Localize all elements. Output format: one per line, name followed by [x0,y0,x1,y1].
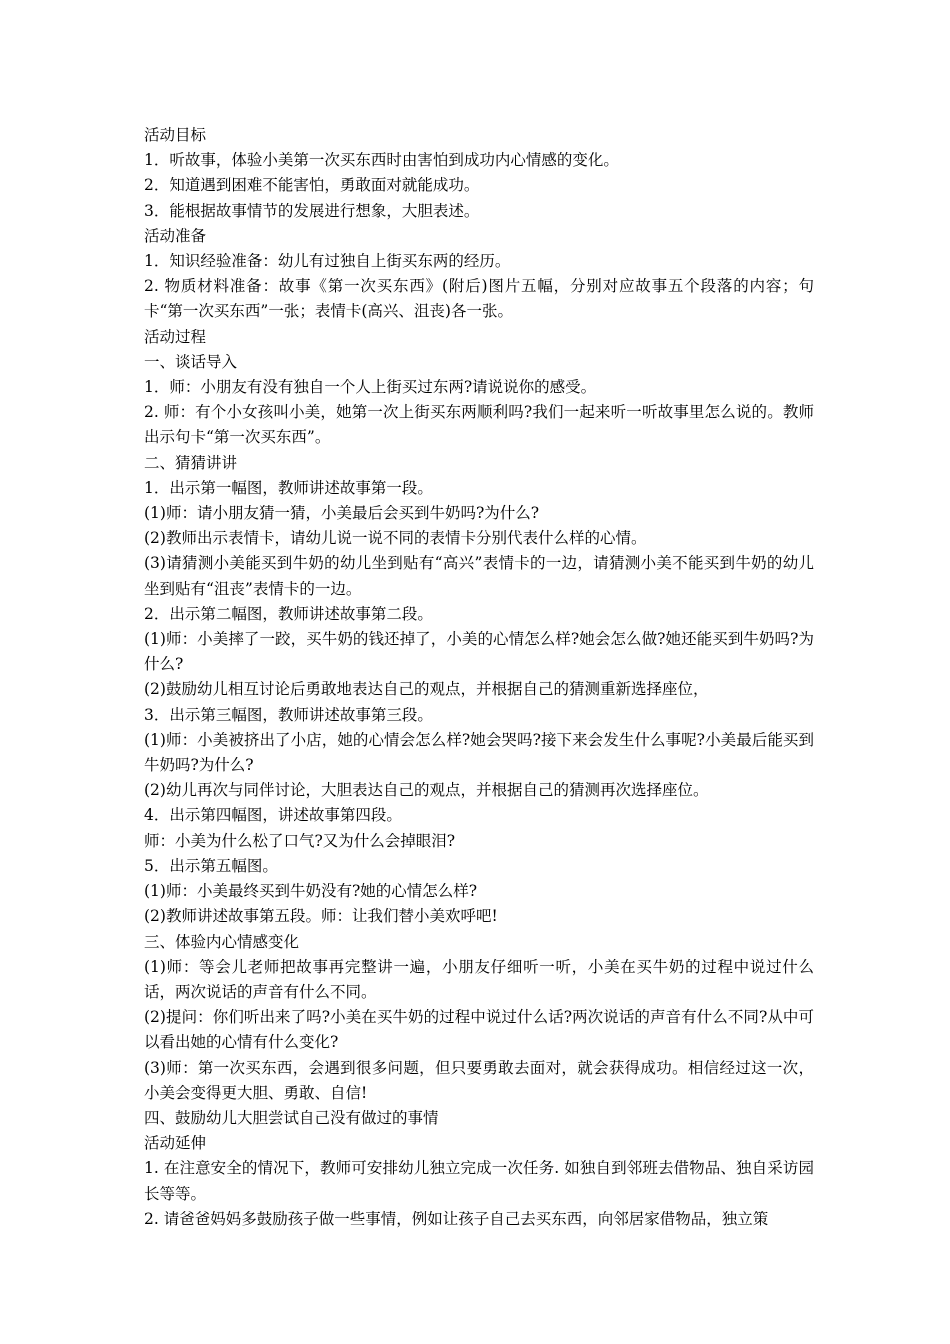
paragraph: (3)师：第一次买东西，会遇到很多问题，但只要勇敢去面对，就会获得成功。相信经过这一次，小美会变得更大胆、勇敢、自信! [144,1058,814,1102]
paragraph: (2)鼓励幼儿相互讨论后勇敢地表达自己的观点，并根据自己的猜测重新选择座位， [144,680,709,699]
paragraph: 师：小美为什么松了口气?又为什么会掉眼泪? [144,831,456,850]
paragraph: (1)师：请小朋友猜一猜，小美最后会买到牛奶吗?为什么? [144,504,540,523]
subsection-heading: 一、谈话导入 [144,352,238,371]
paragraph: (1)师：小美最终买到牛奶没有?她的心情怎么样? [144,882,478,901]
paragraph: 1．师：小朋友有没有独自一个人上街买过东两?请说说你的感受。 [144,378,597,397]
paragraph: 4．出示第四幅图，讲述故事第四段。 [144,806,402,825]
section-heading-preparation: 活动准备 [144,226,207,245]
paragraph: (3)请猜测小美能买到牛奶的幼儿坐到贴有“高兴”表情卡的一边，请猜测小美不能买到牛奶的幼儿坐到贴有“沮丧”表情卡的一边。 [144,554,814,598]
paragraph: (2)幼儿再次与同伴讨论，大胆表达自己的观点，并根据自己的猜测再次选择座位。 [144,781,709,800]
paragraph: 2. 物质材料准备：故事《第一次买东西》(附后)图片五幅，分别对应故事五个段落的内容；句卡“第一次买东西”一张；表情卡(高兴、沮丧)各一张。 [144,277,814,321]
paragraph: 1. 在注意安全的情况下，教师可安排幼儿独立完成一次任务. 如独自到邻班去借物品、独自采访园长等等。 [144,1159,814,1203]
paragraph: 3．能根据故事情节的发展进行想象，大胆表述。 [144,201,480,220]
section-heading-process: 活动过程 [144,327,207,346]
section-heading-objectives: 活动目标 [144,126,207,144]
paragraph: 2．出示第二幅图，教师讲述故事第二段。 [144,604,433,623]
paragraph: (1)师：小美摔了一跤，买牛奶的钱还掉了，小美的心情怎么样?她会怎么做?她还能买到牛奶吗?为什么? [144,630,814,674]
paragraph: (1)师：小美被挤出了小店，她的心情会怎么样?她会哭吗?接下来会发生什么事呢?小美最后能买到牛奶吗?为什么? [144,730,814,775]
paragraph: 2．知道遇到困难不能害怕，勇敢面对就能成功。 [144,176,480,195]
section-heading-extension: 活动延伸 [144,1134,207,1153]
paragraph: (2)教师出示表情卡，请幼儿说一说不同的表情卡分别代表什么样的心情。 [144,529,647,548]
paragraph: 1．听故事，体验小美第一次买东西时由害怕到成功内心情感的变化。 [144,151,619,170]
paragraph: (2)提问：你们听出来了吗?小美在买牛奶的过程中说过什么话?两次说话的声音有什么不同?从中可以看出她的心情有什么变化? [144,1008,814,1052]
document-body [144,123,814,1232]
paragraph: 5．出示第五幅图。 [144,856,278,875]
paragraph: 2. 请爸爸妈妈多鼓励孩子做一些事情，例如让孩子自己去买东西，向邻居家借物品，独立策 [144,1209,769,1228]
paragraph: (1)师：等会儿老师把故事再完整讲一遍，小朋友仔细听一听，小美在买牛奶的过程中说过什么话，两次说话的声音有什么不同。 [144,957,814,1001]
subsection-heading: 四、鼓励幼儿大胆尝试自己没有做过的事情 [144,1108,439,1127]
subsection-heading: 三、体验内心情感变化 [144,932,300,951]
paragraph: 1．知识经验准备：幼儿有过独自上街买东两的经历。 [144,252,511,271]
paragraph: 3．出示第三幅图，教师讲述故事第三段。 [144,705,433,724]
paragraph: 1．出示第一幅图，教师讲述故事第一段。 [144,478,433,497]
paragraph: (2)教师讲述故事第五段。师：让我们替小美欢呼吧! [144,907,498,926]
paragraph: 2. 师：有个小女孩叫小美，她第一次上街买东两顺利吗?我们一起来听一听故事里怎么说的。教师出示句卡“第一次买东西”。 [144,403,814,447]
subsection-heading: 二、猜猜讲讲 [144,453,238,472]
